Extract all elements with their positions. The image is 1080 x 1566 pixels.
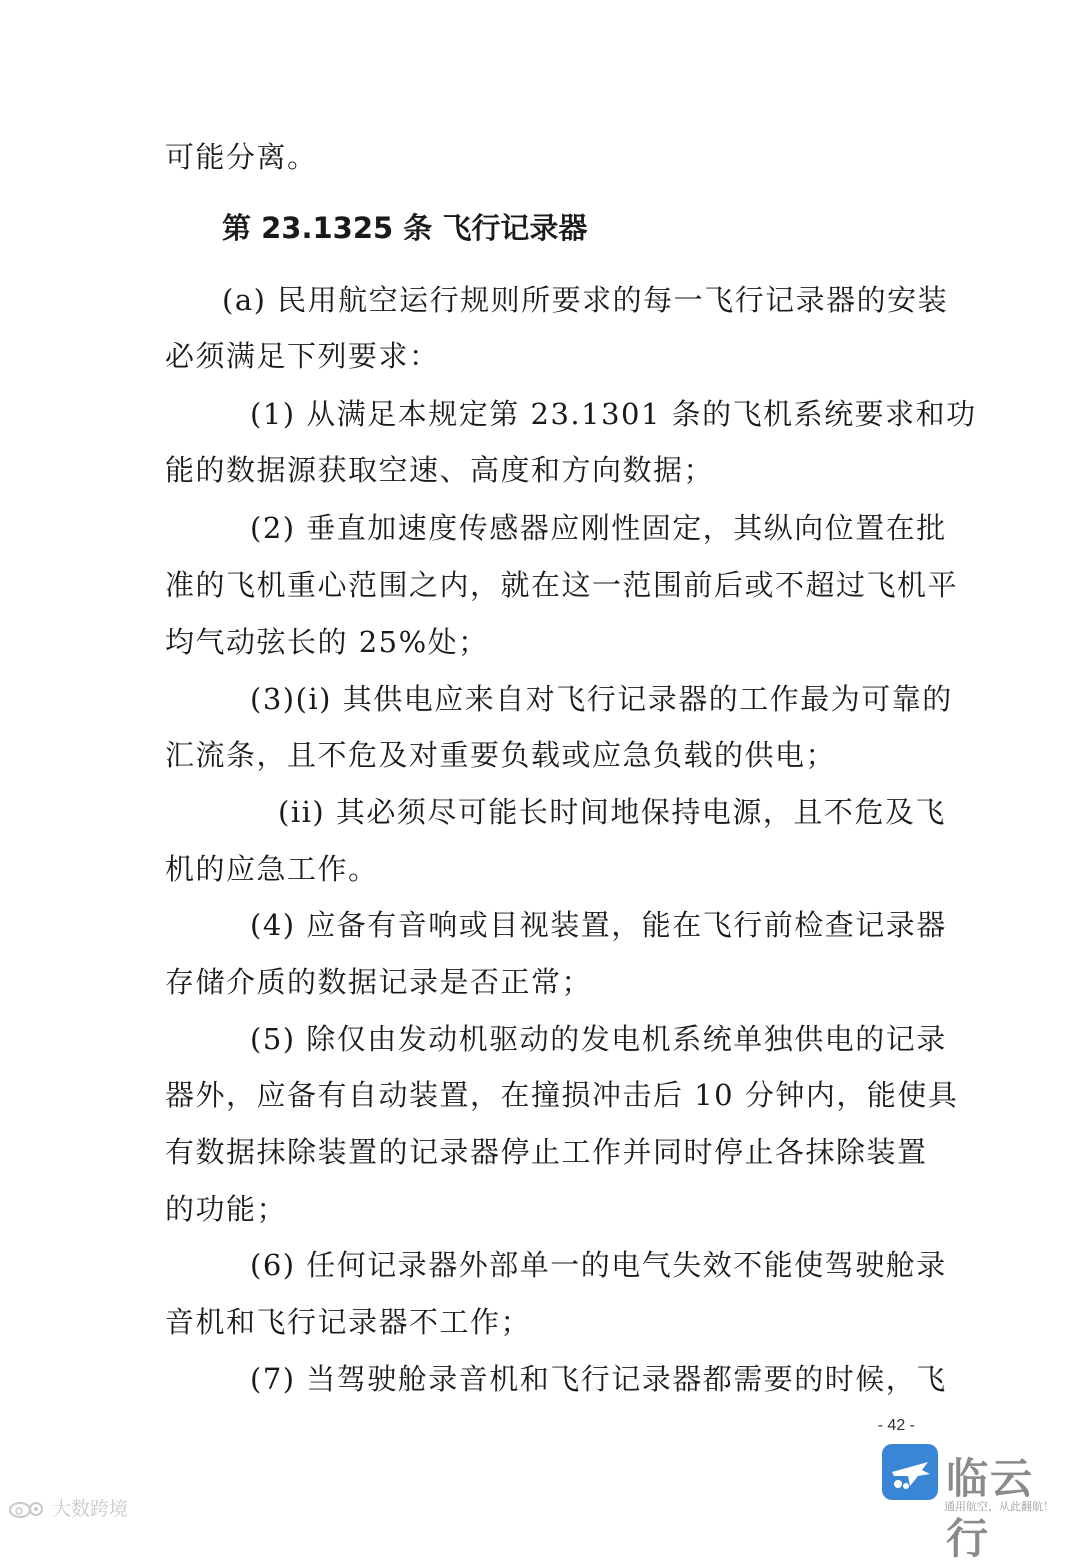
watermark-left-text: 大数跨境 bbox=[52, 1498, 129, 1520]
text-line: 存储介质的数据记录是否正常； bbox=[165, 965, 593, 999]
text-line: 必须满足下列要求： bbox=[165, 339, 440, 373]
text-line: (4) 应备有音响或目视装置，能在飞行前检查记录器 bbox=[250, 908, 947, 942]
text-line: 能的数据源获取空速、高度和方向数据； bbox=[165, 453, 715, 487]
watermark-brand: 临云行 bbox=[946, 1454, 1035, 1563]
text-line: 汇流条，且不危及对重要负载或应急负载的供电； bbox=[165, 738, 837, 772]
text-line: (a) 民用航空运行规则所要求的每一飞行记录器的安装 bbox=[222, 283, 949, 317]
text-line: 可能分离。 bbox=[165, 140, 318, 174]
text-line: 有数据抹除装置的记录器停止工作并同时停止各抹除装置 bbox=[165, 1135, 928, 1169]
watermark-slogan: 通用航空，从此翻航！ bbox=[944, 1500, 1054, 1513]
text-line: 准的飞机重心范围之内，就在这一范围前后或不超过飞机平 bbox=[165, 568, 959, 602]
weibo-icon bbox=[8, 1497, 48, 1519]
text-line: 音机和飞行记录器不工作； bbox=[165, 1305, 532, 1339]
page-number: - 42 - bbox=[877, 1417, 915, 1434]
watermark-right bbox=[878, 1420, 1074, 1563]
section-heading: 第 23.1325 条 飞行记录器 bbox=[222, 211, 588, 245]
text-line: 机的应急工作。 bbox=[165, 852, 379, 886]
text-line: (6) 任何记录器外部单一的电气失效不能使驾驶舱录 bbox=[250, 1248, 947, 1282]
text-line: 均气动弦长的 25%处； bbox=[165, 625, 489, 659]
text-line: (7) 当驾驶舱录音机和飞行记录器都需要的时候，飞 bbox=[250, 1362, 947, 1396]
text-line: 器外，应备有自动装置，在撞损冲击后 10 分钟内，能使具 bbox=[165, 1078, 959, 1112]
text-line: (1) 从满足本规定第 23.1301 条的飞机系统要求和功 bbox=[250, 397, 977, 431]
text-line: (2) 垂直加速度传感器应刚性固定，其纵向位置在批 bbox=[250, 511, 947, 545]
text-line: (3)(i) 其供电应来自对飞行记录器的工作最为可靠的 bbox=[250, 682, 953, 716]
text-line: 的功能； bbox=[165, 1192, 288, 1226]
text-line: (ii) 其必须尽可能长时间地保持电源，且不危及飞 bbox=[278, 795, 946, 829]
watermark-left bbox=[8, 1494, 128, 1521]
text-line: (5) 除仅由发动机驱动的发电机系统单独供电的记录 bbox=[250, 1022, 947, 1056]
airplane-logo-icon bbox=[882, 1444, 938, 1500]
